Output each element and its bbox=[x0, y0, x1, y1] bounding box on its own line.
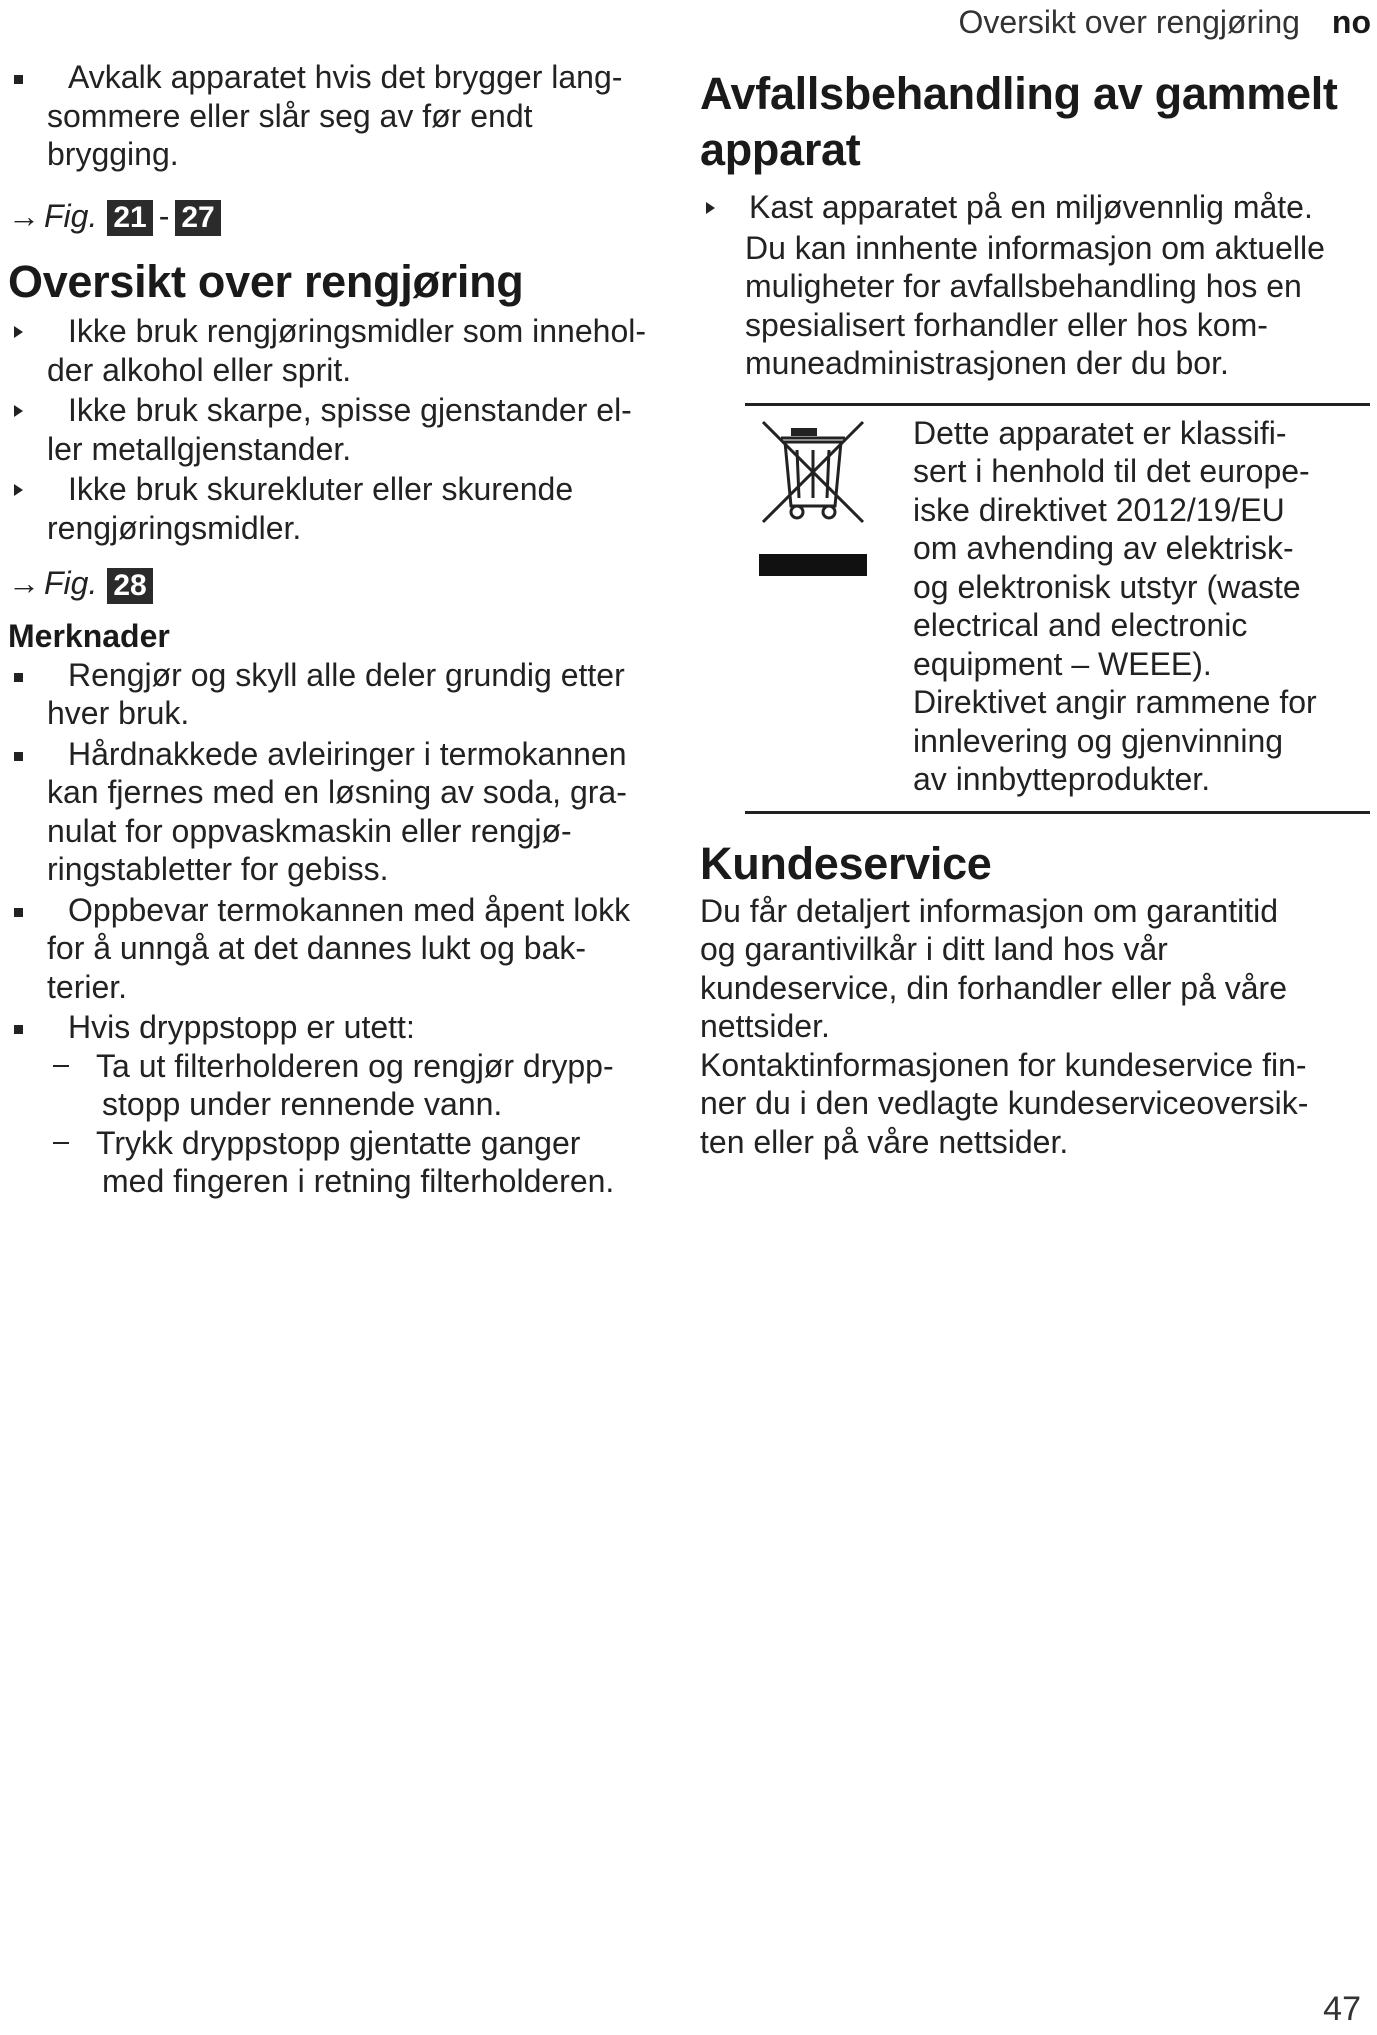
instruction-text: ler metallgjenstander. bbox=[47, 430, 352, 467]
note-text: kan fjernes med en løsning av soda, gra- bbox=[47, 774, 627, 811]
text-line: Dette apparatet er klassifi- bbox=[913, 414, 1287, 451]
step-item bbox=[8, 1124, 688, 1201]
figure-number: 28 bbox=[107, 568, 152, 604]
note-text: for å unngå at det dannes lukt og bak- bbox=[47, 930, 587, 967]
instruction-text: Ikke bruk skarpe, spisse gjenstander el- bbox=[68, 392, 632, 429]
text-line: Du kan innhente informasjon om aktuelle bbox=[745, 229, 1325, 266]
figure-number: 27 bbox=[175, 200, 220, 236]
step-text: med fingeren i retning filterholderen. bbox=[102, 1163, 615, 1200]
note-text: Hvis dryppstopp er utett: bbox=[68, 1009, 415, 1046]
figure-label: Fig. bbox=[44, 197, 98, 234]
header-title: Oversikt over rengjøring bbox=[958, 4, 1300, 40]
text-line: av innbytteprodukter. bbox=[913, 761, 1211, 797]
descale-list bbox=[8, 58, 688, 174]
list-item-text: brygging. bbox=[47, 136, 179, 172]
text-line: om avhending av elektrisk- bbox=[913, 530, 1294, 566]
weee-info-box bbox=[745, 403, 1370, 814]
arrow-right-icon: → bbox=[8, 197, 40, 234]
instruction-text: Ikke bruk rengjøringsmidler som innehol- bbox=[68, 313, 646, 350]
triangle-bullet-icon bbox=[14, 484, 23, 496]
note-text: nulat for oppvaskmaskin eller rengjø- bbox=[47, 812, 572, 849]
disposal-info bbox=[745, 229, 1370, 383]
note-text: hver bruk. bbox=[47, 695, 190, 732]
note-item bbox=[8, 656, 688, 733]
page-number: 47 bbox=[1323, 1990, 1361, 2028]
text-line: electrical and electronic bbox=[913, 607, 1248, 643]
square-bullet-icon bbox=[14, 75, 23, 84]
left-column bbox=[8, 58, 688, 1201]
text-line: sert i henhold til det europe- bbox=[913, 453, 1310, 489]
text-line: kundeservice, din forhandler eller på våre bbox=[700, 969, 1287, 1006]
text-line: iske direktivet 2012/19/EU bbox=[913, 491, 1285, 528]
text-line: ner du i den vedlagte kundeserviceoversik- bbox=[700, 1085, 1309, 1121]
instruction-text: der alkohol eller sprit. bbox=[47, 351, 352, 388]
service-paragraph bbox=[700, 892, 1370, 1046]
running-header bbox=[958, 4, 1371, 41]
language-code: no bbox=[1331, 4, 1371, 40]
note-item bbox=[8, 735, 688, 889]
weee-crossed-bin-icon bbox=[753, 414, 873, 584]
instruction-item bbox=[8, 470, 688, 547]
figure-reference bbox=[8, 196, 688, 237]
square-bullet-icon bbox=[14, 908, 23, 917]
note-text: Rengjør og skyll alle deler grundig etter bbox=[68, 656, 625, 693]
text-line: innlevering og gjenvinning bbox=[913, 722, 1284, 759]
section-title-line: Avfallsbehandling av gammelt bbox=[700, 68, 1338, 119]
text-line: Direktivet angir rammene for bbox=[913, 684, 1317, 720]
triangle-bullet-icon bbox=[14, 326, 23, 338]
list-item-text: sommere eller slår seg av før endt bbox=[47, 97, 533, 134]
square-bullet-icon bbox=[14, 752, 23, 761]
square-bullet-icon bbox=[14, 673, 23, 682]
figure-number: 21 bbox=[107, 200, 152, 236]
square-bullet-icon bbox=[14, 1025, 23, 1034]
section-title-customer-service: Kundeservice bbox=[700, 837, 992, 889]
cleaning-instructions bbox=[8, 312, 688, 547]
text-line: ten eller på våre nettsider. bbox=[700, 1123, 1069, 1160]
note-text: ringstabletter for gebiss. bbox=[47, 851, 389, 888]
list-item bbox=[8, 58, 688, 174]
text-line: muneadministrasjonen der du bor. bbox=[745, 345, 1229, 381]
text-line: spesialisert forhandler eller hos kom- bbox=[745, 306, 1268, 343]
disposal-instructions bbox=[700, 188, 1370, 227]
section-title-line: apparat bbox=[700, 124, 861, 175]
arrow-right-icon: → bbox=[8, 565, 40, 602]
figure-range-separator: - bbox=[158, 197, 170, 234]
note-text: Hårdnakkede avleiringer i termokannen bbox=[68, 735, 627, 772]
text-line: nettsider. bbox=[700, 1008, 830, 1044]
dash-bullet-icon bbox=[53, 1142, 69, 1144]
section-title-cleaning-overview: Oversikt over rengjøring bbox=[8, 256, 524, 308]
dash-bullet-icon bbox=[53, 1065, 69, 1067]
figure-reference bbox=[8, 563, 688, 604]
note-item bbox=[8, 1008, 688, 1047]
triangle-bullet-icon bbox=[706, 202, 715, 214]
triangle-bullet-icon bbox=[14, 405, 23, 417]
text-line: muligheter for avfallsbehandling hos en bbox=[745, 268, 1302, 304]
text-line: og elektronisk utstyr (waste bbox=[913, 568, 1301, 605]
section-title-disposal bbox=[700, 66, 1370, 178]
note-item bbox=[8, 891, 688, 1007]
step-item bbox=[8, 1047, 688, 1124]
notes-list bbox=[8, 656, 688, 1047]
text-line: Kontaktinformasjonen for kundeservice fin- bbox=[700, 1046, 1307, 1083]
instruction-text: Kast apparatet på en miljøvennlig måte. bbox=[749, 189, 1313, 225]
right-column bbox=[700, 66, 1370, 1161]
weee-text bbox=[913, 414, 1370, 799]
instruction-item bbox=[8, 312, 688, 389]
instruction-item bbox=[700, 188, 1370, 227]
note-text: terier. bbox=[47, 968, 128, 1005]
service-contact-paragraph bbox=[700, 1046, 1370, 1162]
instruction-text: rengjøringsmidler. bbox=[47, 509, 302, 546]
step-text: Trykk dryppstopp gjentatte ganger bbox=[96, 1124, 581, 1161]
text-line: og garantivilkår i ditt land hos vår bbox=[700, 931, 1168, 967]
instruction-text: Ikke bruk skurekluter eller skurende bbox=[68, 471, 574, 508]
step-text: Ta ut filterholderen og rengjør drypp- bbox=[96, 1047, 614, 1084]
instruction-item bbox=[8, 391, 688, 468]
step-text: stopp under rennende vann. bbox=[102, 1086, 503, 1123]
note-text: Oppbevar termokannen med åpent lokk bbox=[68, 891, 631, 928]
notes-title: Merknader bbox=[8, 617, 170, 654]
drip-stop-steps bbox=[8, 1047, 688, 1201]
list-item-text: Avkalk apparatet hvis det brygger lang- bbox=[68, 59, 623, 95]
figure-label: Fig. bbox=[44, 565, 98, 602]
text-line: Du får detaljert informasjon om garantitid bbox=[700, 892, 1279, 929]
text-line: equipment – WEEE). bbox=[913, 645, 1212, 682]
